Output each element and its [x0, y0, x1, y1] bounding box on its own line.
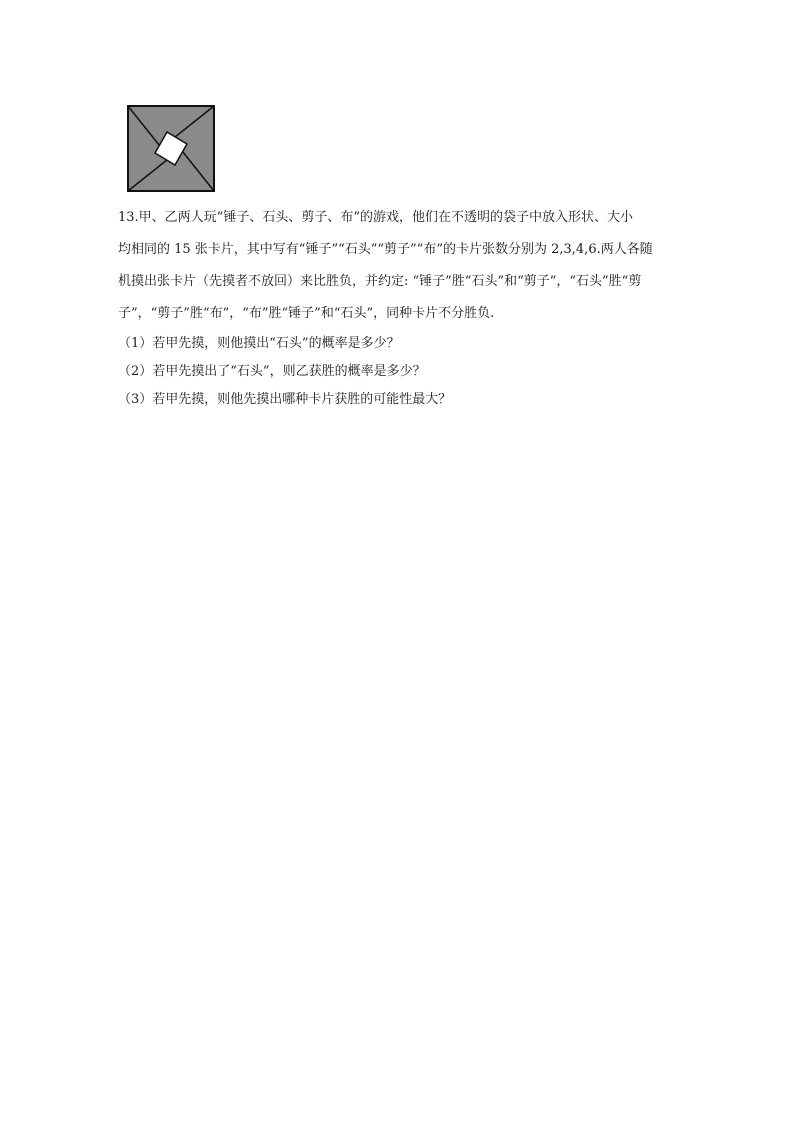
question-1: （1）若甲先摸，则他摸出“石头”的概率是多少？ [118, 336, 400, 351]
problem-text [118, 202, 684, 414]
problem-line: 子”，“剪子”胜“布”，“布”胜“锤子”和“石头”，同种卡片不分胜负. [118, 306, 495, 321]
problem-line: 13.甲、乙两人玩“锤子、石头、剪子、布”的游戏，他们在不透明的袋子中放入形状、大小 [118, 210, 633, 225]
problem-line: 均相同的 15 张卡片，其中写有“锤子”“石头”“剪子”“布”的卡片张数分别为 2,3,4,6.两人各随 [118, 242, 653, 257]
question-3: （3）若甲先摸，则他先摸出哪种卡片获胜的可能性最大？ [118, 392, 452, 407]
question-2: （2）若甲先摸出了“石头”，则乙获胜的概率是多少？ [118, 364, 426, 379]
pinwheel-square-figure [127, 105, 215, 192]
pinwheel-square-svg [127, 105, 215, 192]
problem-line: 机摸出张卡片（先摸者不放回）来比胜负，并约定: “锤子”胜“石头”和“剪子”，“石头”胜“剪 [118, 274, 642, 289]
